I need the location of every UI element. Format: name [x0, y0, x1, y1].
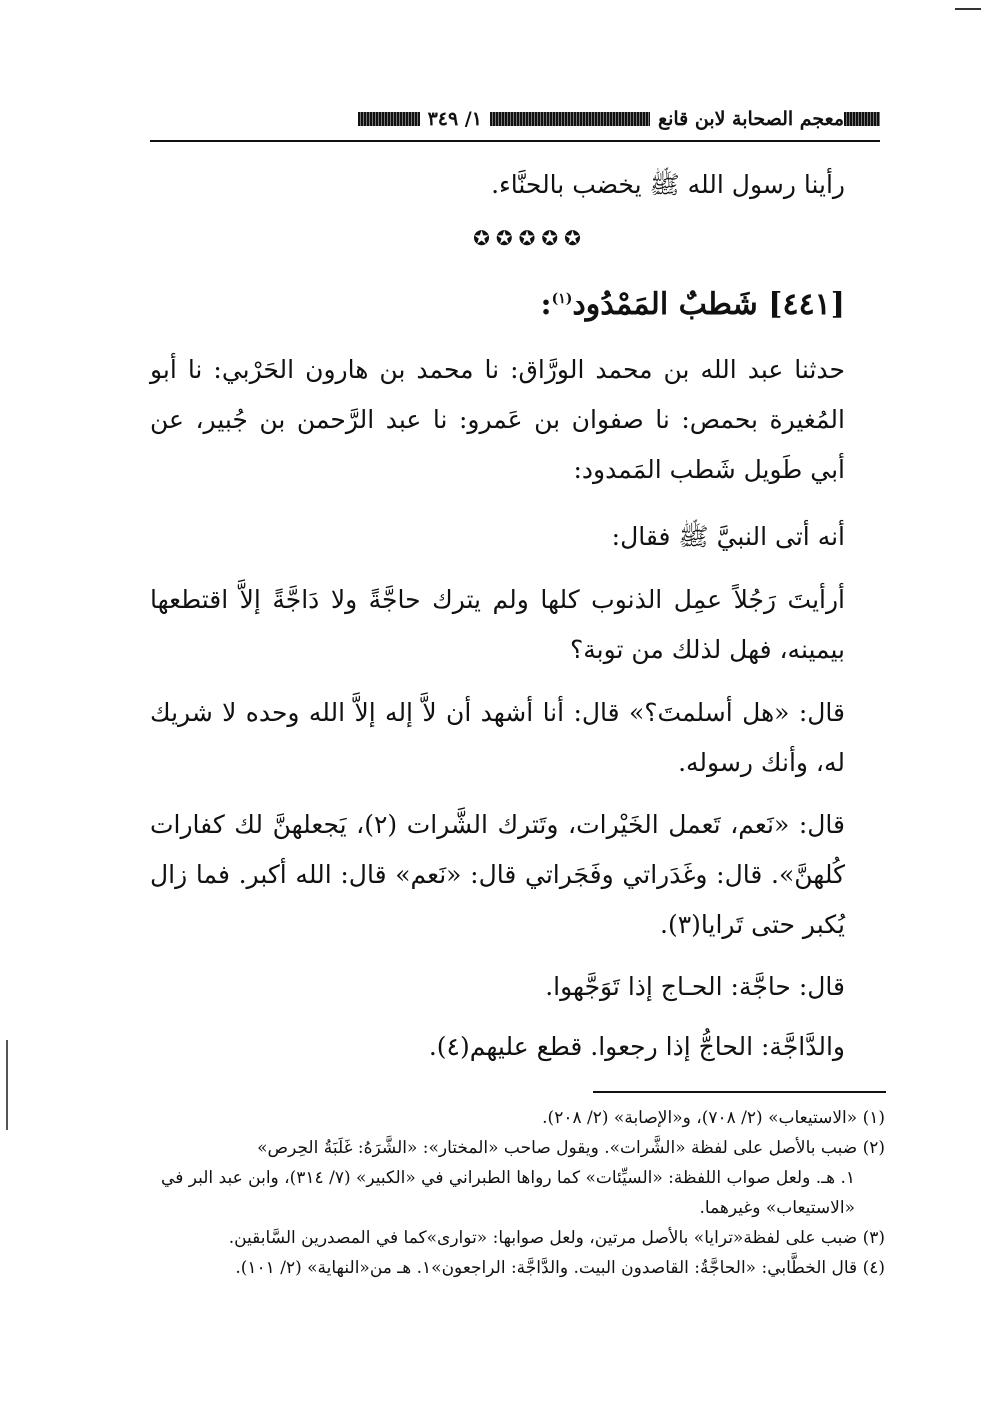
paragraph-2: أنه أتى النبيَّ ﷺ فقال:	[611, 522, 845, 551]
running-header	[150, 101, 880, 137]
header-ornament-right	[844, 112, 880, 126]
entry-heading	[150, 274, 845, 330]
header-ornament-left	[358, 112, 420, 126]
header-title: معجم الصحابة لابن قانع	[657, 108, 844, 130]
footnote-3: (٣) ضبب على لفظة«ترايا» بالأصل مرتين، ولعل صوابها: «توارى»كما في المصدرين السَّابقين.	[228, 1228, 885, 1248]
entry-number: [٤٤١]	[768, 287, 845, 322]
header-rule	[150, 140, 880, 142]
entry-colon: :	[540, 287, 552, 322]
footnote-4: (٤) قال الخطَّابي: «الحاجَّةُ: القاصدون البيت. والدَّاجَّة: الراجعون»١. هـ من«النهاية» (٢/ ١٠١).	[235, 1258, 885, 1278]
section-separator: ✪✪✪✪✪	[473, 226, 587, 250]
footnote-2: (٢) ضبب بالأصل على لفظة «الشَّرات». ويقول صاحب «المختار»: «الشَّرَهُ: غَلَبَةُ الحِرص»	[257, 1138, 885, 1158]
entry-footnote-ref: (١)	[551, 291, 573, 307]
continued-line: رأينا رسول الله ﷺ يخضب بالحنَّاء.	[491, 170, 845, 199]
header-ornament-middle	[490, 112, 650, 126]
footnote-1: (١) «الاستيعاب» (٢/ ٧٠٨)، و«الإصابة» (٢/ ٢٠٨).	[542, 1108, 885, 1128]
paragraph-3: أرأيتَ رَجُلاً عمِل الذنوب كلها ولم يترك حاجَّةً ولا دَاجَّةً إلاَّ اقتطعها بيمينه، فهل لذلك من توبة؟	[150, 585, 845, 664]
paragraph-7: والدَّاجَّة: الحاجُّ إذا رجعوا. قطع عليهم(٤).	[428, 1032, 845, 1061]
footnote-2-continued: ١. هـ. ولعل صواب اللفظة: «السيِّئات» كما رواها الطبراني في «الكبير» (٧/ ٣١٤)، وابن عبد البر في «الاستيعاب» وغيرهما.	[161, 1168, 855, 1218]
entry-title: شَطبٌ المَمْدُود	[572, 287, 758, 322]
header-page-number: ١/ ٣٤٩	[427, 108, 482, 130]
scan-mark-left	[6, 1040, 8, 1130]
footnotes	[150, 1103, 885, 1283]
paragraph-6: قال: حاجَّة: الحـاج إذا تَوَجَّهوا.	[545, 972, 845, 1001]
isnad-paragraph: حدثنا عبد الله بن محمد الورَّاق: نا محمد بن هارون الحَرْبي: نا أبو المُغيرة بحمص: نا صفوان بن عَمرو: نا عبد الرَّحمن بن جُبير، عن أبي طَويل شَطب المَمدود:	[150, 355, 845, 484]
footnote-rule	[593, 1091, 886, 1093]
paragraph-5: قال: «نَعم، تَعمل الخَيْرات، وتَترك الشَّرات (٢)، يَجعلهنَّ لك كفارات كُلهنَّ». قال: وغَدَراتي وفَجَراتي قال: «نَعم» قال: الله أكبر. فما زال يُكبر حتى تَرايا(٣).	[150, 810, 845, 939]
scan-mark-top-right	[955, 8, 981, 10]
paragraph-4: قال: «هل أسلمتَ؟» قال: أنا أشهد أن لاَّ إله إلاَّ الله وحده لا شريك له، وأنك رسوله.	[150, 698, 845, 777]
